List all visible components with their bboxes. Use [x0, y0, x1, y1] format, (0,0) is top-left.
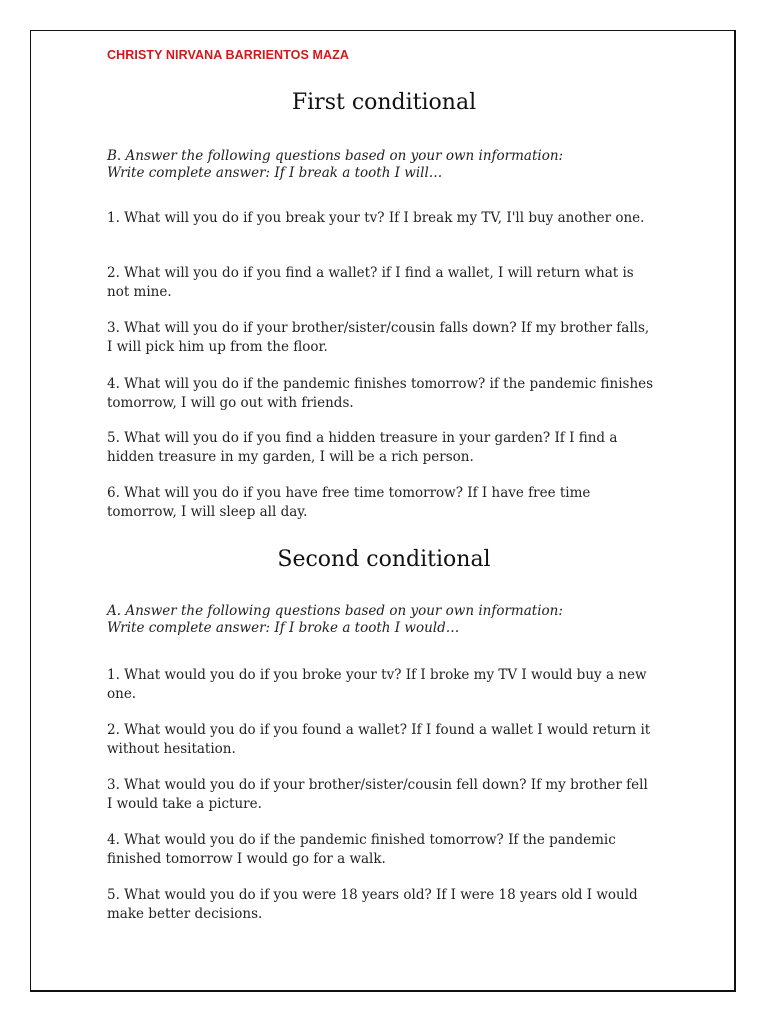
second-instruction-line-2: Write complete answer: If I broke a tooth I would… — [107, 620, 460, 636]
second-answer-2: 2. What would you do if you found a wallet? If I found a wallet I would return it without hesitation. — [107, 722, 651, 757]
first-answer-3: 3. What will you do if your brother/sister/cousin falls down? If my brother falls, I will pick him up from the floor. — [107, 320, 650, 355]
first-answer-5: 5. What will you do if you find a hidden treasure in your garden? If I find a hidden treasure in my garden, I will be a rich person. — [107, 430, 618, 465]
second-answer-1: 1. What would you do if you broke your tv? If I broke my TV I would buy a new one. — [107, 667, 647, 702]
second-answer-5: 5. What would you do if you were 18 years old? If I were 18 years old I would make better decisions. — [107, 887, 638, 922]
second-conditional-title: Second conditional — [277, 547, 491, 572]
first-instruction-line-2: Write complete answer: If I break a tooth I will… — [107, 165, 443, 181]
author-name: CHRISTY NIRVANA BARRIENTOS MAZA — [107, 48, 350, 62]
first-answer-4: 4. What will you do if the pandemic finishes tomorrow? if the pandemic finishes tomorrow, I will go out with friends. — [107, 376, 654, 411]
document-page — [30, 30, 736, 992]
second-conditional-instructions — [107, 603, 667, 637]
second-answer-4: 4. What would you do if the pandemic finished tomorrow? If the pandemic finished tomorrow I would go for a walk. — [107, 832, 616, 867]
first-conditional-title: First conditional — [291, 90, 477, 115]
first-instruction-line-1: B. Answer the following questions based on your own information: — [107, 148, 564, 164]
first-answer-6: 6. What will you do if you have free time tomorrow? If I have free time tomorrow, I will sleep all day. — [107, 485, 591, 520]
second-answer-3: 3. What would you do if your brother/sister/cousin fell down? If my brother fell I would take a picture. — [107, 777, 648, 812]
first-answer-1: 1. What will you do if you break your tv? If I break my TV, I'll buy another one. — [107, 210, 645, 226]
second-instruction-line-1: A. Answer the following questions based on your own information: — [107, 603, 563, 619]
first-conditional-instructions — [107, 148, 667, 182]
first-answer-2: 2. What will you do if you find a wallet? if I find a wallet, I will return what is not mine. — [107, 265, 634, 300]
